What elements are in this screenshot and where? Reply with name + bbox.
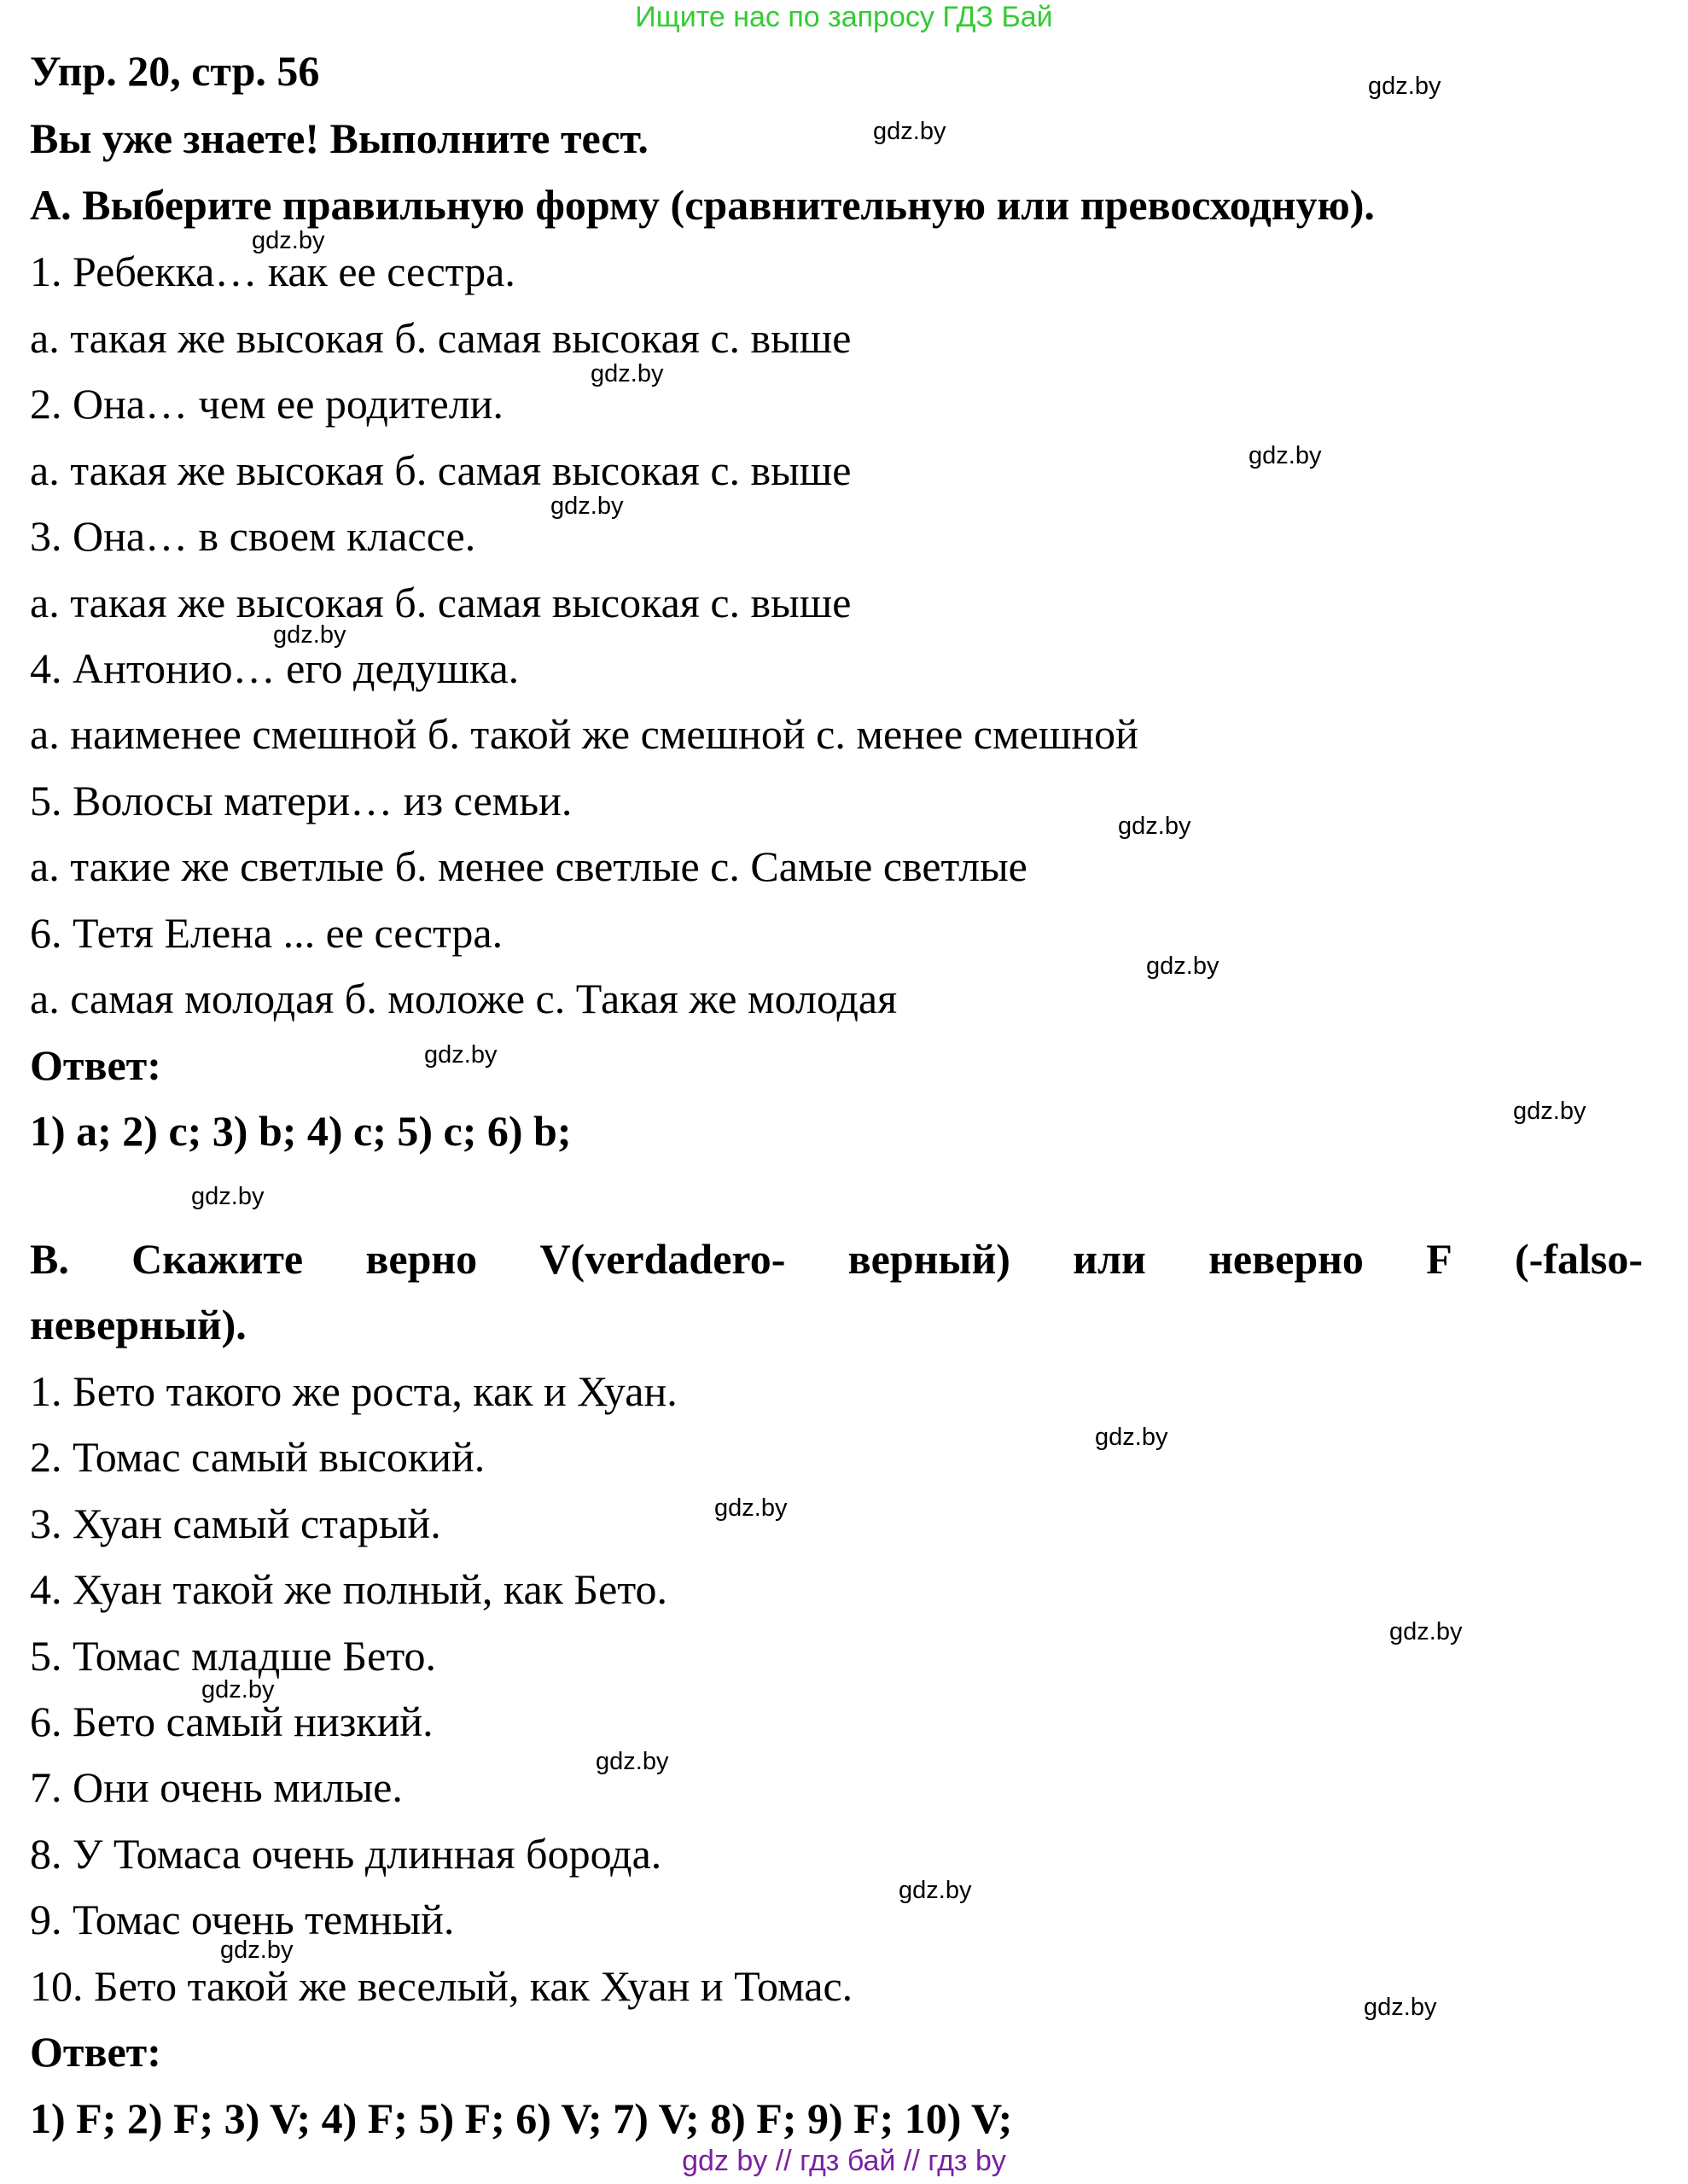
section-b-title-word: F bbox=[1426, 1235, 1452, 1283]
statement-6: 6. Бето самый низкий. bbox=[30, 1698, 434, 1745]
watermark: gdz.by bbox=[596, 1748, 669, 1775]
section-b-title-word: Скажите bbox=[131, 1235, 304, 1283]
question-2-options: а. такая же высокая б. самая высокая с. выше bbox=[30, 446, 852, 494]
question-6: 6. Тетя Елена ... ее сестра. bbox=[30, 909, 503, 957]
watermark: gdz.by bbox=[1118, 812, 1191, 840]
section-b-title-word: B. bbox=[30, 1235, 69, 1283]
exercise-title: Упр. 20, стр. 56 bbox=[30, 47, 320, 95]
statement-5: 5. Томас младше Бето. bbox=[30, 1632, 437, 1680]
watermark: gdz.by bbox=[1364, 1994, 1437, 2021]
watermark: gdz.by bbox=[273, 621, 346, 649]
question-5: 5. Волосы матери… из семьи. bbox=[30, 777, 573, 824]
statement-4: 4. Хуан такой же полный, как Бето. bbox=[30, 1565, 668, 1613]
section-b-title-word: верный) bbox=[847, 1235, 1010, 1283]
question-1: 1. Ребекка… как ее сестра. bbox=[30, 248, 515, 295]
question-5-options: а. такие же светлые б. менее светлые с. Самые светлые bbox=[30, 842, 1027, 890]
statement-7: 7. Они очень милые. bbox=[30, 1763, 403, 1811]
watermark: gdz.by bbox=[714, 1494, 788, 1522]
section-b-title-word: неверно bbox=[1208, 1235, 1364, 1283]
section-b-title-continued: неверный). bbox=[30, 1301, 247, 1348]
section-b-answer: 1) F; 2) F; 3) V; 4) F; 5) F; 6) V; 7) V; 8) F; 9) F; 10) V; bbox=[30, 2094, 1013, 2142]
question-2: 2. Она… чем ее родители. bbox=[30, 380, 503, 428]
footer-links: gdz by // гдз бай // гдз by bbox=[682, 2145, 1006, 2177]
watermark: gdz.by bbox=[1513, 1098, 1586, 1125]
watermark: gdz.by bbox=[591, 360, 664, 387]
statement-1: 1. Бето такого же роста, как и Хуан. bbox=[30, 1367, 678, 1415]
exercise-subtitle: Вы уже знаете! Выполните тест. bbox=[30, 114, 649, 162]
statement-3: 3. Хуан самый старый. bbox=[30, 1500, 441, 1547]
section-b-title-word: или bbox=[1073, 1235, 1146, 1283]
watermark: gdz.by bbox=[252, 227, 325, 254]
question-4: 4. Антонио… его дедушка. bbox=[30, 644, 520, 692]
section-b-title-word: V(verdadero- bbox=[539, 1235, 786, 1283]
statement-9: 9. Томас очень темный. bbox=[30, 1896, 455, 1943]
section-b-answer-label: Ответ: bbox=[30, 2028, 161, 2076]
section-a-answer: 1) a; 2) c; 3) b; 4) c; 5) c; 6) b; bbox=[30, 1107, 572, 1155]
watermark: gdz.by bbox=[873, 118, 946, 145]
section-a-answer-label: Ответ: bbox=[30, 1041, 161, 1089]
search-banner: Ищите нас по запросу ГДЗ Бай bbox=[635, 1, 1053, 33]
watermark: gdz.by bbox=[1249, 442, 1322, 469]
watermark: gdz.by bbox=[899, 1877, 972, 1904]
section-b-title bbox=[30, 1233, 1643, 1284]
watermark: gdz.by bbox=[550, 492, 624, 520]
watermark: gdz.by bbox=[1368, 73, 1441, 100]
watermark: gdz.by bbox=[1389, 1618, 1463, 1645]
watermark: gdz.by bbox=[1146, 952, 1219, 980]
question-3: 3. Она… в своем классе. bbox=[30, 512, 476, 560]
watermark: gdz.by bbox=[201, 1676, 275, 1704]
statement-10: 10. Бето такой же веселый, как Хуан и Томас. bbox=[30, 1962, 853, 2010]
question-6-options: а. самая молодая б. моложе с. Такая же молодая bbox=[30, 975, 898, 1022]
section-a-title: А. Выберите правильную форму (сравнительную или превосходную). bbox=[30, 181, 1375, 229]
watermark: gdz.by bbox=[1095, 1424, 1168, 1451]
section-b-title-word: (-falso- bbox=[1515, 1235, 1643, 1283]
statement-2: 2. Томас самый высокий. bbox=[30, 1433, 486, 1481]
watermark: gdz.by bbox=[220, 1936, 294, 1964]
watermark: gdz.by bbox=[424, 1041, 498, 1069]
question-4-options: а. наименее смешной б. такой же смешной с. менее смешной bbox=[30, 710, 1138, 758]
statement-8: 8. У Томаса очень длинная борода. bbox=[30, 1830, 662, 1878]
watermark: gdz.by bbox=[191, 1183, 265, 1210]
question-1-options: а. такая же высокая б. самая высокая с. выше bbox=[30, 314, 852, 362]
question-3-options: а. такая же высокая б. самая высокая с. выше bbox=[30, 579, 852, 626]
section-b-title-word: верно bbox=[365, 1235, 478, 1283]
